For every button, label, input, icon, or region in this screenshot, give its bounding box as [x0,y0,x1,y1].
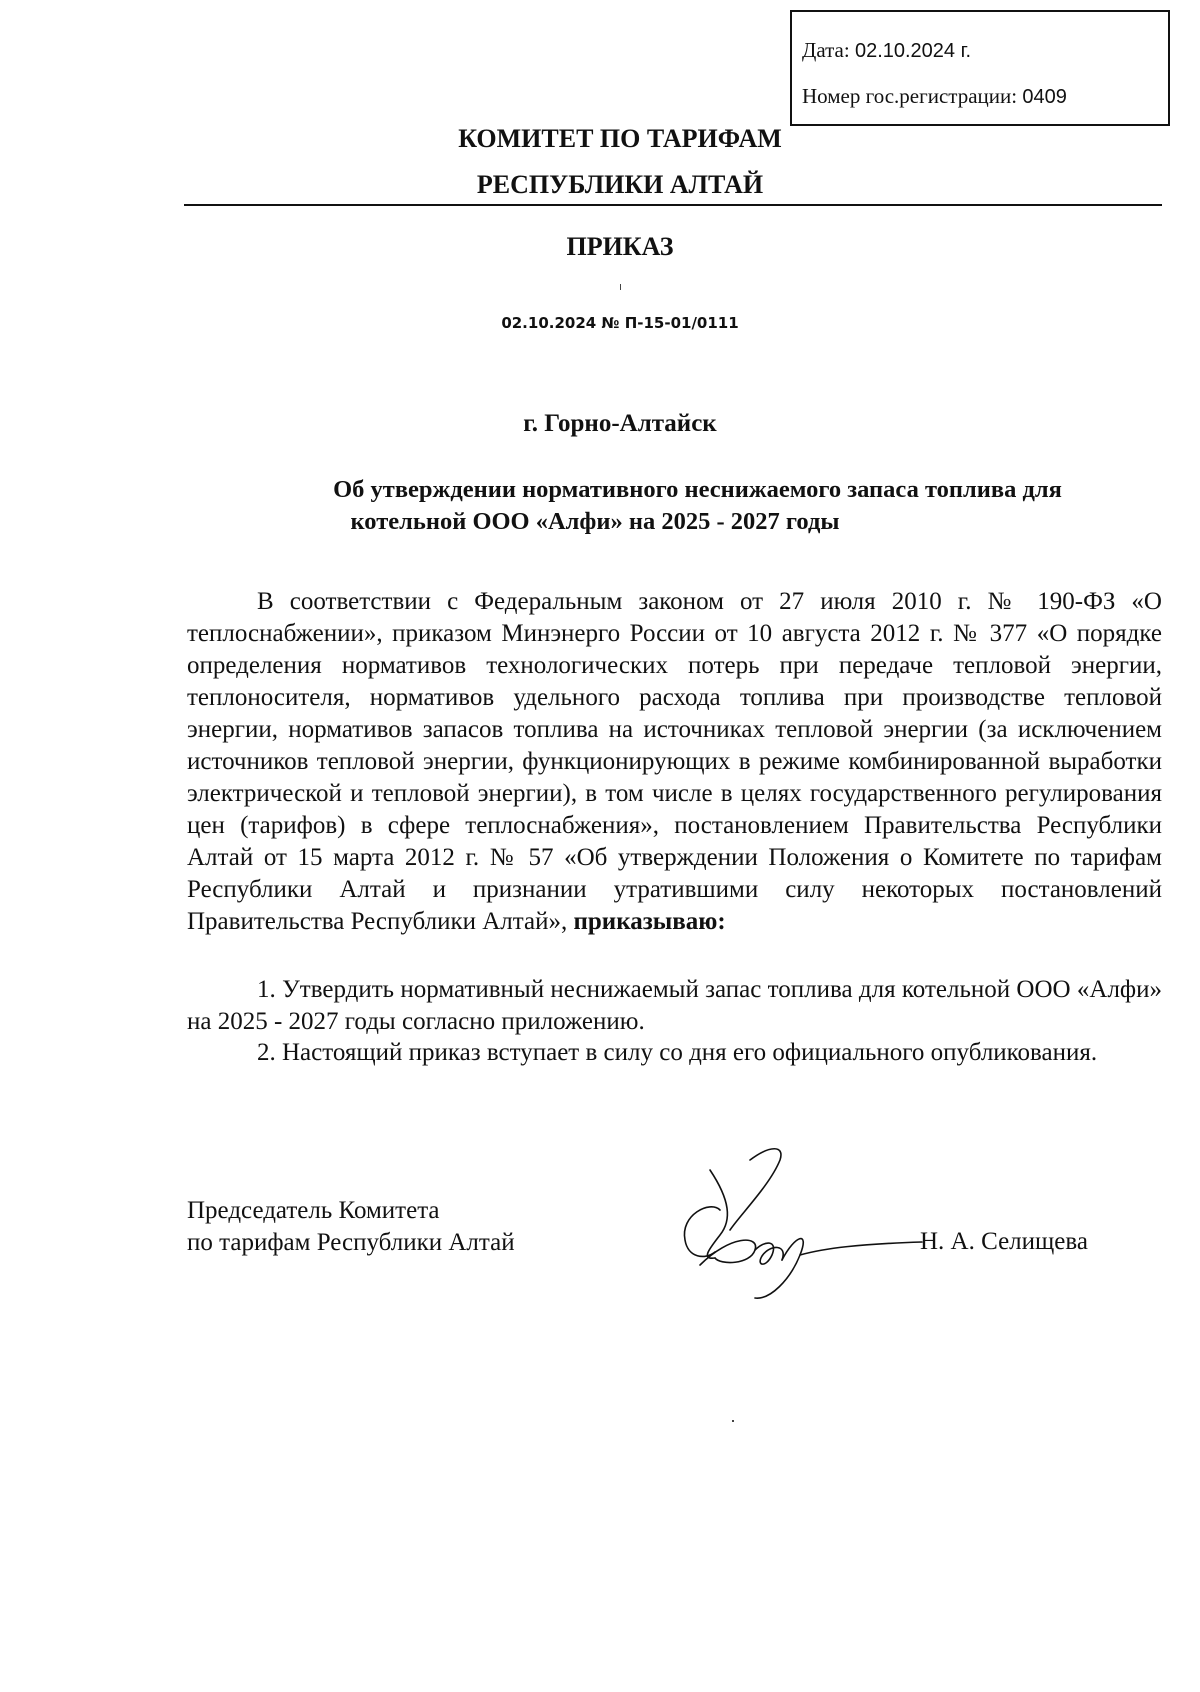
signatory-name: Н. А. Селищева [920,1228,1088,1255]
preamble-text: В соответствии с Федеральным законом от 27 июля 2010 г. № 190-ФЗ «О теплоснабжении», приказом Минэнерго России от 10 августа 2012 г. № 377 «О порядке определения нормативов технологических потерь при передаче тепловой энергии, теплоносителя, нормативов удельного расхода топлива при производстве тепловой энергии, нормативов запасов топлива на источниках тепловой энергии (за исключением источников тепловой энергии, функционирующих в режиме комбинированной выработки электрической и тепловой энергии), в том числе в целях государственного регулирования цен (тарифов) в сфере теплоснабжения», постановлением Правительства Республики Алтай от 15 марта 2012 г. № 57 «Об утверждении Положения о Комитете по тарифам Республики Алтай и признании утратившими силу некоторых постановлений Правительства Республики Алтай», [187,588,1162,935]
registration-number [802,84,1067,109]
body-paragraph-preamble [187,586,1162,938]
scan-speck [620,284,621,290]
signatory-position [187,1195,515,1259]
subject-line2: котельной ООО «Алфи» на 2025 - 2027 годы [350,508,840,535]
doc-type-title: ПРИКАЗ [566,232,674,261]
registration-date-label: Дата: [802,38,850,62]
header-divider [184,204,1162,206]
org-name-line2: РЕСПУБЛИКИ АЛТАЙ [476,170,764,199]
org-name-line1: КОМИТЕТ ПО ТАРИФАМ [458,124,782,153]
preamble-decree-word: приказываю: [573,908,726,935]
body-item-2: 2. Настоящий приказ вступает в силу со дня его официального опубликования. [257,1039,1098,1066]
registration-date [802,38,971,63]
signatory-position-line2: по тарифам Республики Алтай [187,1229,515,1256]
order-number: 02.10.2024 № П-15-01/0111 [501,314,739,332]
body-item-1: 1. Утвердить нормативный неснижаемый запас топлива для котельной ООО «Алфи» на 2025 - 2027 годы согласно приложению. [187,976,1162,1035]
subject-line1: Об утверждении нормативного неснижаемого запаса топлива для [333,476,1062,503]
registration-date-value: 02.10.2024 г. [854,40,972,62]
signatory-position-line1: Председатель Комитета [187,1197,440,1224]
city-name: г. Горно-Алтайск [523,410,717,437]
registration-number-value: 0409 [1022,86,1067,108]
scan-speck [732,1420,734,1422]
registration-number-label: Номер гос.регистрации: [802,84,1018,108]
handwritten-signature [660,1140,930,1300]
registration-box [790,10,1170,126]
